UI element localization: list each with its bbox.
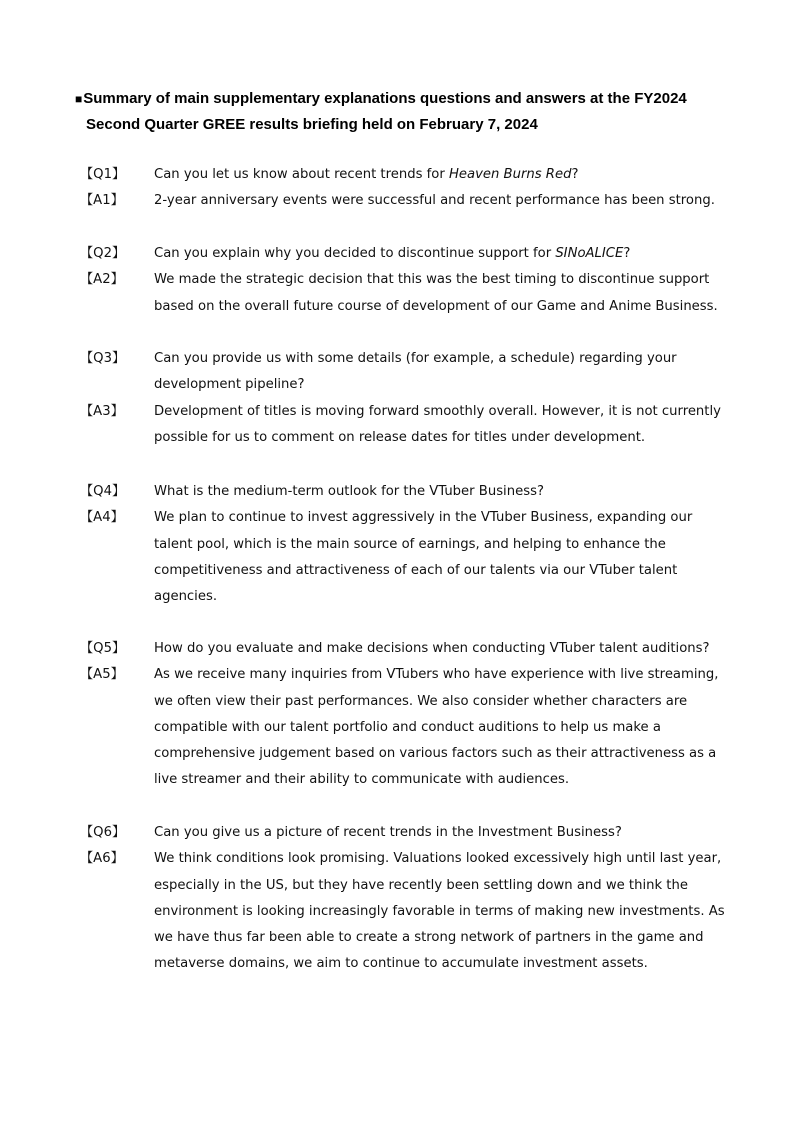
answer-row bbox=[80, 505, 740, 610]
question-row bbox=[80, 479, 740, 505]
qa-block-3 bbox=[80, 346, 740, 451]
answer-row bbox=[80, 846, 740, 977]
answer-text: We plan to continue to invest aggressively in the VTuber Business, expanding our talent pool, which is the main source of earnings, and helping to enhance the competitiveness and attractiveness of each of our talents via our VTuber talent agencies. bbox=[154, 510, 693, 605]
answer-row bbox=[80, 399, 740, 452]
answer-label: 【A3】 bbox=[80, 403, 124, 419]
document-heading bbox=[75, 86, 755, 138]
answer-text: Development of titles is moving forward smoothly overall. However, it is not currently possible for us to comment on release dates for titles under development. bbox=[154, 403, 721, 445]
question-text: Can you provide us with some details (for example, a schedule) regarding your development pipeline? bbox=[154, 351, 677, 393]
question-text: Can you explain why you decided to discontinue support for SINoALICE? bbox=[154, 246, 631, 261]
question-label: 【Q2】 bbox=[80, 246, 126, 261]
answer-text: As we receive many inquiries from VTubers who have experience with live streaming, we often view their past performances. We also consider whether characters are compatible with our talent portfolio and conduct auditions to help us make a comprehensive judgement based on various factors such as their attractiveness as a live streamer and their ability to communicate with audiences. bbox=[154, 667, 719, 788]
question-text: Can you give us a picture of recent trends in the Investment Business? bbox=[154, 825, 622, 840]
answer-label: 【A2】 bbox=[80, 272, 124, 288]
question-row bbox=[80, 241, 740, 267]
heading-line-1: Summary of main supplementary explanations questions and answers at the FY2024 bbox=[83, 90, 687, 107]
answer-label: 【A5】 bbox=[80, 667, 124, 683]
answer-text: We think conditions look promising. Valuations looked excessively high until last year, especially in the US, but they have recently been settling down and we think the environment is looking increasingly favorable in terms of making new investments. As we have thus far been able to create a strong network of partners in the game and metaverse domains, we aim to continue to accumulate investment assets. bbox=[154, 851, 725, 972]
answer-label: 【A1】 bbox=[80, 193, 124, 209]
question-row bbox=[80, 636, 740, 662]
answer-text: We made the strategic decision that this was the best timing to discontinue support based on the overall future course of development of our Game and Anime Business. bbox=[154, 272, 718, 314]
qa-block-6 bbox=[80, 820, 740, 978]
qa-block-4 bbox=[80, 479, 740, 610]
question-row bbox=[80, 346, 740, 399]
answer-row bbox=[80, 188, 740, 214]
question-text: What is the medium-term outlook for the VTuber Business? bbox=[154, 484, 544, 499]
question-label: 【Q6】 bbox=[80, 825, 126, 840]
answer-row bbox=[80, 662, 740, 793]
square-bullet-icon: ■ bbox=[75, 92, 83, 106]
qa-block-5 bbox=[80, 636, 740, 794]
question-label: 【Q3】 bbox=[80, 351, 126, 366]
question-label: 【Q4】 bbox=[80, 484, 126, 499]
game-title: Heaven Burns Red bbox=[448, 167, 572, 182]
game-title: SINoALICE bbox=[555, 246, 624, 261]
heading-line-2: Second Quarter GREE results briefing held on February 7, 2024 bbox=[86, 116, 538, 133]
answer-text: 2-year anniversary events were successful and recent performance has been strong. bbox=[154, 193, 715, 209]
qa-block-1 bbox=[80, 162, 740, 215]
question-text: Can you let us know about recent trends for Heaven Burns Red? bbox=[154, 167, 579, 182]
question-row bbox=[80, 820, 740, 846]
answer-label: 【A6】 bbox=[80, 851, 124, 867]
answer-label: 【A4】 bbox=[80, 510, 124, 526]
qa-block-2 bbox=[80, 241, 740, 320]
question-label: 【Q5】 bbox=[80, 641, 126, 656]
answer-row bbox=[80, 267, 740, 320]
question-row bbox=[80, 162, 740, 188]
question-text: How do you evaluate and make decisions when conducting VTuber talent auditions? bbox=[154, 641, 710, 656]
question-label: 【Q1】 bbox=[80, 167, 126, 182]
